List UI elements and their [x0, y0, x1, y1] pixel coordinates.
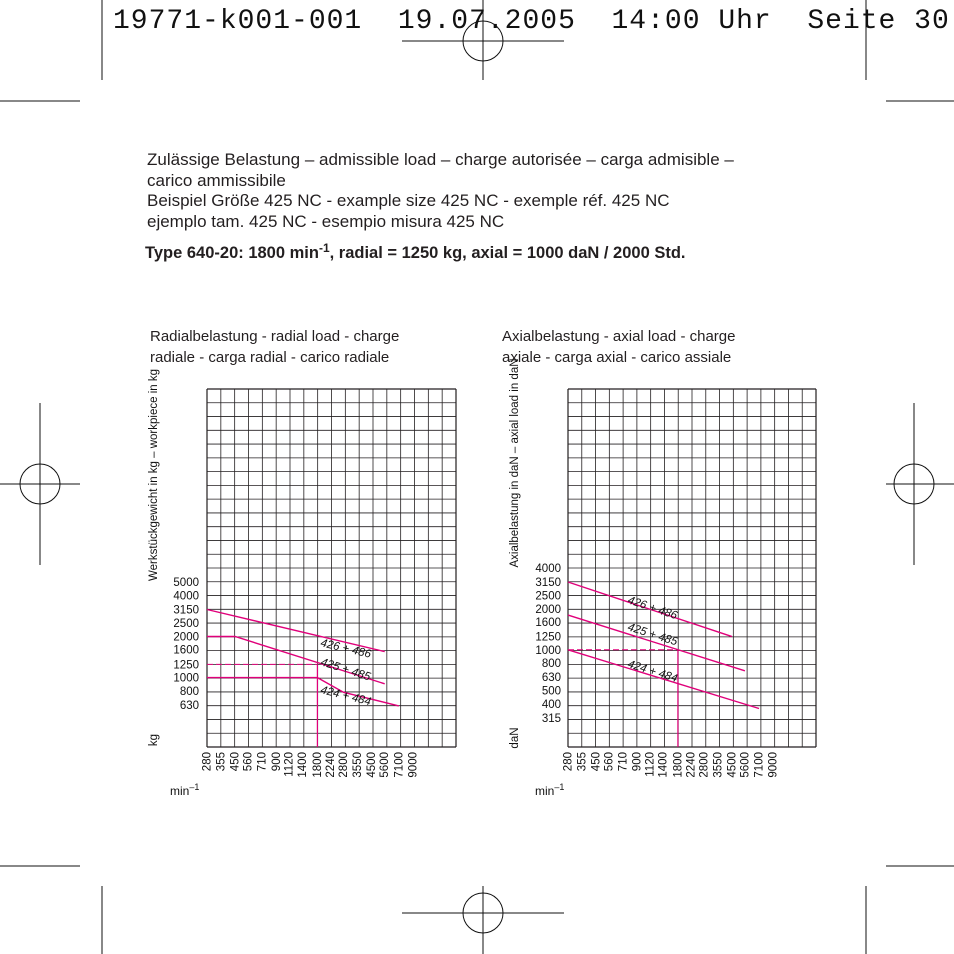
intro-line-1: Zulässige Belastung – admissible load – charge autorisée – carga admisible –: [147, 150, 734, 169]
axial-x-tick-label: 7100: [753, 752, 766, 778]
intro-line-2: carico ammissibile: [147, 170, 286, 190]
axial-x-tick-label: 1800: [672, 752, 685, 778]
intro-line-4: ejemplo tam. 425 NC - esempio misura 425 NC: [147, 211, 505, 231]
axial-caption-line-1: Axialbelastung - axial load - charge: [502, 328, 736, 345]
axial-y-tick-label: 1600: [535, 617, 561, 630]
axial-x-tick-label: 900: [631, 752, 644, 772]
radial-x-tick-label: 355: [215, 752, 228, 772]
axial-y-tick-label: 400: [541, 698, 561, 711]
doc-id: 19771-k001-001: [113, 6, 363, 37]
radial-x-tick-label: 2800: [338, 752, 351, 778]
axial-x-tick-label: 1400: [657, 752, 670, 778]
radial-y-unit: kg: [148, 733, 160, 747]
axial-x-axis-exp: –1: [554, 782, 565, 792]
axial-series-label: 426 + 486: [626, 594, 679, 623]
radial-y-tick-label: 800: [179, 685, 199, 698]
radial-x-tick-label: 280: [201, 752, 214, 772]
intro-line-3: Beispiel Größe 425 NC - example size 425 NC - exemple réf. 425 NC: [147, 191, 670, 210]
axial-x-tick-label: 1120: [644, 752, 657, 777]
radial-series-label: 425 + 485: [319, 656, 372, 684]
radial-y-tick-label: 5000: [173, 577, 199, 590]
radial-x-axis-exp: –1: [189, 782, 200, 792]
radial-series-label: 424 + 484: [319, 684, 373, 709]
page-number: Seite 30: [807, 6, 950, 37]
radial-x-tick-label: 710: [256, 752, 269, 772]
radial-x-tick-label: 9000: [407, 752, 420, 778]
axial-y-tick-label: 315: [541, 713, 561, 725]
axial-y-tick-label: 2500: [535, 590, 561, 603]
type-spec-rest: , radial = 1250 kg, axial = 1000 daN / 2000 Std.: [329, 244, 686, 262]
axial-y-tick-label: 2000: [535, 603, 561, 616]
axial-x-tick-label: 5600: [739, 752, 752, 778]
radial-x-tick-label: 2240: [324, 752, 337, 778]
radial-x-tick-label: 560: [242, 752, 255, 772]
radial-x-tick-label: 3550: [352, 752, 365, 778]
radial-y-tick-label: 2500: [173, 618, 199, 631]
axial-y-tick-label: 4000: [535, 562, 561, 575]
radial-y-tick-label: 1600: [173, 644, 199, 657]
axial-y-tick-label: 1250: [535, 631, 561, 644]
axial-series-label: 424 + 484: [626, 658, 679, 686]
doc-time: 14:00 Uhr: [611, 6, 772, 37]
axial-x-tick-label: 2240: [685, 752, 698, 778]
axial-series-label: 425 + 485: [626, 621, 679, 649]
axial-x-tick-label: 280: [562, 752, 575, 772]
axial-y-tick-label: 3150: [535, 577, 561, 589]
radial-chart: [148, 369, 456, 798]
radial-x-tick-label: 7100: [393, 752, 406, 778]
radial-x-tick-label: 900: [270, 752, 283, 772]
radial-x-tick-label: 5600: [379, 752, 392, 778]
axial-x-tick-label: 355: [576, 752, 589, 772]
radial-x-axis-title: $\min^{-1}$: [170, 782, 200, 798]
radial-caption-line-2: radiale - carga radial - carico radiale: [150, 349, 390, 366]
radial-x-tick-label: 1120: [283, 752, 296, 777]
axial-y-tick-label: 500: [541, 685, 561, 698]
radial-x-tick-label: 4500: [366, 752, 379, 778]
axial-y-unit: daN: [509, 727, 521, 749]
axial-x-tick-label: 3550: [712, 752, 725, 778]
radial-x-tick-label: 1800: [311, 752, 324, 778]
radial-series-label: 426 + 486: [319, 637, 373, 661]
axial-y-tick-label: 800: [541, 657, 561, 670]
axial-y-tick-label: 630: [541, 672, 561, 685]
radial-caption-line-1: Radialbelastung - radial load - charge: [150, 328, 400, 345]
axial-x-tick-label: 560: [603, 752, 616, 772]
axial-x-tick-label: 4500: [726, 752, 739, 778]
doc-date: 19.07.2005: [397, 6, 576, 37]
radial-y-tick-label: 2000: [173, 631, 199, 644]
axial-x-axis-title: $\min^{-1}$: [535, 782, 565, 798]
radial-x-tick-label: 1400: [296, 752, 309, 778]
axial-chart: [509, 358, 816, 798]
axial-x-tick-label: 2800: [698, 752, 711, 778]
radial-y-tick-label: 1250: [173, 659, 199, 672]
axial-x-tick-label: 710: [617, 752, 630, 772]
axial-x-tick-label: 9000: [767, 752, 780, 778]
radial-y-axis-title: Werkstückgewicht in kg – workpiece in kg: [148, 369, 160, 581]
axial-y-axis-title: Axialbelastung in daN – axial load in daN: [509, 358, 521, 568]
type-spec-exp: -1: [318, 241, 330, 255]
type-spec-main: Type 640-20: 1800 min: [145, 244, 319, 262]
radial-y-tick-label: 3150: [173, 604, 199, 617]
axial-caption-line-2: axiale - carga axial - carico assiale: [502, 349, 732, 366]
axial-x-tick-label: 450: [590, 752, 603, 772]
radial-y-tick-label: 1000: [173, 672, 199, 685]
radial-y-tick-label: 630: [179, 700, 199, 712]
radial-x-tick-label: 450: [229, 752, 242, 772]
axial-y-tick-label: 1000: [535, 644, 561, 657]
radial-y-tick-label: 4000: [173, 590, 199, 603]
